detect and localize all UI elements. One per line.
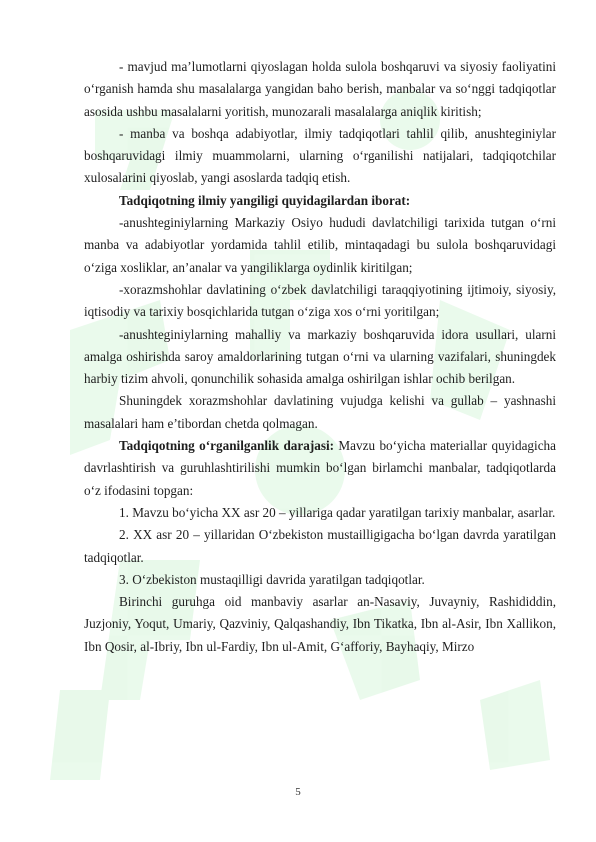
section-heading-novelty: Tadqiqotning ilmiy yangiligi quyidagilardan iborat: — [119, 192, 411, 208]
list-item-3: 3. O‘zbekiston mustaqilligi davrida yaratilgan tadqiqotlar. — [119, 571, 425, 587]
paragraph-novelty-1: -anushteginiylarning Markaziy Osiyo hududi davlatchiligi tarixida tutgan o‘rni manba va adabiyotlar yordamida tahlil etilib, mintaqadagi bu sulola boshqaruvidagi o‘ziga xosliklar, an’analar va yangiliklarga oydinlik kiritilgan; — [84, 215, 556, 275]
paragraph-1: - mavjud ma’lumotlarni qiyoslagan holda sulola boshqaruvi va siyosiy faoliyatini o‘rganish hamda shu masalalarga yangidan baho berish, manbalar va so‘nggi tadqiqotlar asosida ushbu masalalarni yoritish, munozarali masalalarga aniqlik kiritish; — [84, 59, 556, 119]
list-item-1: 1. Mavzu bo‘yicha XX asr 20 – yillariga qadar yaratilgan tarixiy manbalar, asarlar. — [119, 504, 556, 520]
list-item-2: 2. XX asr 20 – yillaridan O‘zbekiston mustailligigacha bo‘lgan davrda yaratilgan tadqiqotlar. — [84, 527, 556, 565]
paragraph-novelty-3: -anushteginiylarning mahalliy va markaziy boshqaruvida idora usullari, ularni amalga oshirishda saroy amaldorlarining tutgan o‘rni va ularning vazifalari, shuningdek harbiy tizim ahvoli, qonunchilik sohasida amalga oshirilgan ishlar ochib berilgan. — [84, 326, 556, 387]
paragraph-2: - manba va boshqa adabiyotlar, ilmiy tadqiqotlari tahlil qilib, anushteginiylar boshqaruvidagi ilmiy muammolarni, ularning o‘rganilishi natijalari, tadqiqotchilar xulosalarini qiyoslab, yangi asoslarda tadqiq etish. — [84, 125, 556, 186]
paragraph-novelty-4: Shuningdek xorazmshohlar davlatining vujudga kelishi va gullab – yashnashi masalalari ham e’tibordan chetda qolmagan. — [84, 393, 556, 431]
page-number: 5 — [295, 786, 301, 798]
section-studied-degree: Tadqiqotning o‘rganilganlik darajasi: Mavzu bo‘yicha materiallar quyidagicha davrlashtirish va guruhlashtirilishi mumkin bo‘lgan birlamchi manbalar, tadqiqotlarda o‘z ifodasini topgan: — [84, 438, 556, 498]
paragraph-novelty-2: -xorazmshohlar davlatining o‘zbek davlatchiligi taraqqiyotining ijtimoiy, siyosiy, iqtisodiy va tarixiy bosqichlarida tutgan o‘ziga xos o‘rni yoritilgan; — [84, 281, 556, 320]
paragraph-sources: Birinchi guruhga oid manbaviy asarlar an-Nasaviy, Juvayniy, Rashididdin, Juzjoniy, Yoqut, Umariy, Qazviniy, Qalqashandiy, Ibn Tikatka, Ibn al-Asir, Ibn Xallikon, Ibn Qosir, al-Ibriy, Ibn ul-Fardiy, Ibn ul-Amit, G‘afforiy, Bayhaqiy, Mirzo — [84, 594, 556, 654]
document-body — [84, 56, 556, 658]
